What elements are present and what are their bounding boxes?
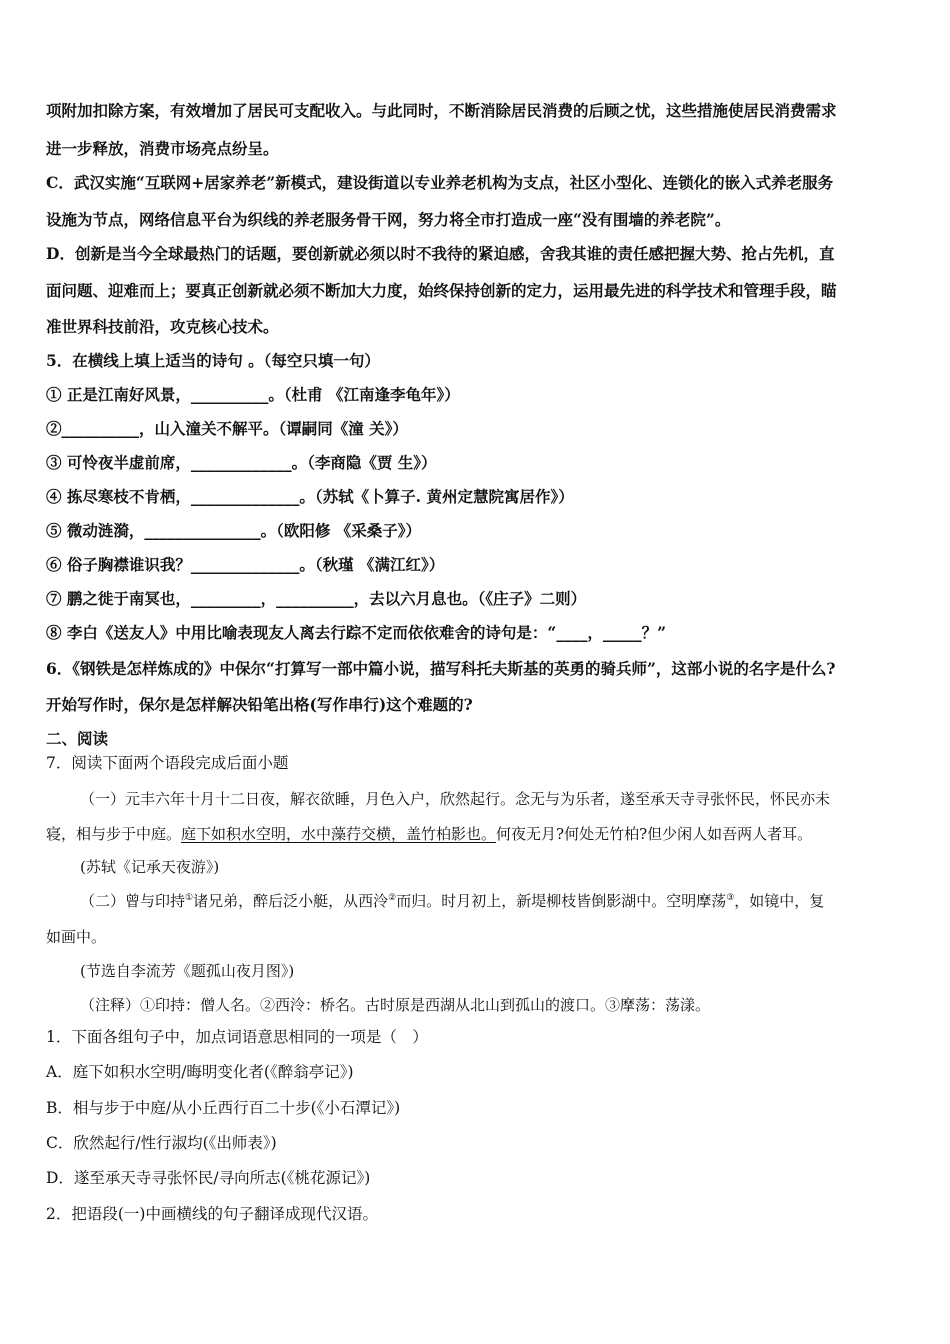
option-c: C．欣然起行/性行淑均(《出师表》) [46, 1134, 277, 1152]
poem-blank-7: ⑦ 鹏之徙于南冥也，_________，__________，去以六月息也。（《庄子》二则） [46, 589, 587, 608]
question-7-title: 7．阅读下面两个语段完成后面小题 [46, 754, 289, 772]
subquestion-1: 1．下面各组句子中，加点词语意思相同的一项是（ ） [46, 1028, 428, 1046]
paragraph-line: 设施为节点，网络信息平台为织线的养老服务骨干网，努力将全市打造成一座“没有围墙的养老院”。 [46, 210, 731, 229]
annotation-note: （注释）①印持：僧人名。②西泠：桥名。古时原是西湖从北山到孤山的渡口。③摩荡：荡漾。 [80, 996, 711, 1014]
source-citation: (苏轼《记承天夜游》) [80, 858, 220, 876]
footnote-mark: ① [185, 893, 194, 903]
question-5-title: 5．在横线上填上适当的诗句 。（每空只填一句） [46, 351, 380, 370]
poem-blank-5: ⑤ 微动涟漪，_______________。（欧阳修 《采桑子》） [46, 521, 422, 540]
option-c-line: C．武汉实施“互联网+居家养老”新模式，建设街道以专业养老机构为支点，社区小型化、连锁化的嵌入式养老服务 [46, 173, 834, 192]
paragraph-line: 面问题、迎难而上；要真正创新就必须不断加大力度，始终保持创新的定力，运用最先进的科学技术和管理手段，瞄 [46, 281, 837, 300]
poem-blank-6: ⑥ 俗子胸襟谁识我？______________。（秋瑾 《满江红》） [46, 555, 445, 574]
poem-blank-3: ③ 可怜夜半虚前席，_____________。（李商隐《贾 生》） [46, 453, 437, 472]
question-6-line: 开始写作时，保尔是怎样解决铅笔出格(写作串行)这个难题的? [46, 695, 473, 714]
option-b: B．相与步于中庭/从小丘西行百二十步(《小石潭记》) [46, 1099, 401, 1117]
classical-text-line: 寝，相与步于中庭。庭下如积水空明，水中藻荇交横，盖竹柏影也。何夜无月?何处无竹柏?但少闲人如吾两人者耳。 [46, 825, 813, 843]
subquestion-2: 2．把语段(一)中画横线的句子翻译成现代汉语。 [46, 1205, 378, 1223]
poem-blank-8: ⑧ 李白《送友人》中用比喻表现友人离去行踪不定而依依难舍的诗句是：“____，_____？” [46, 623, 666, 642]
source-citation: (节选自李流芳《题孤山夜月图》) [80, 962, 295, 980]
poem-blank-1: ① 正是江南好风景，__________。（杜甫 《江南逢李龟年》） [46, 385, 460, 404]
option-d-line: D．创新是当今全球最热门的话题，要创新就必须以时不我待的紧迫感，舍我其谁的责任感把握大势、抢占先机，直 [46, 244, 835, 263]
classical-text-line: （二）曾与印持①诸兄弟，醉后泛小艇，从西泠②而归。时月初上，新堤柳枝皆倒影湖中。空明摩荡③，如镜中，复 [80, 892, 825, 910]
option-a: A．庭下如积水空明/晦明变化者(《醉翁亭记》) [46, 1063, 354, 1081]
paragraph-line: 项附加扣除方案，有效增加了居民可支配收入。与此同时，不断消除居民消费的后顾之忧，这些措施使居民消费需求 [46, 101, 837, 120]
classical-text-line: （一）元丰六年十月十二日夜，解衣欲睡，月色入户，欣然起行。念无与为乐者，遂至承天寺寻张怀民，怀民亦未 [80, 790, 831, 808]
option-d: D．遂至承天寺寻张怀民/寻向所志(《桃花源记》) [46, 1169, 371, 1187]
poem-blank-4: ④ 拣尽寒枝不肯栖，______________。（苏轼《卜算子. 黄州定慧院寓居作》） [46, 487, 574, 506]
classical-text-line: 如画中。 [46, 928, 107, 946]
question-6-line: 6．《钢铁是怎样炼成的》中保尔“打算写一部中篇小说，描写科托夫斯基的英勇的骑兵师”，这部小说的名字是什么? [46, 659, 836, 678]
paragraph-line: 进一步释放，消费市场亮点纷呈。 [46, 139, 279, 158]
paragraph-line: 准世界科技前沿，攻克核心技术。 [46, 317, 279, 336]
poem-blank-2: ②__________，山入潼关不解平。（谭嗣同《潼 关》） [46, 419, 408, 438]
footnote-mark: ② [388, 893, 397, 903]
underlined-sentence: 庭下如积水空明，水中藻荇交横，盖竹柏影也。 [181, 825, 497, 843]
section-heading: 二、阅读 [46, 729, 109, 748]
footnote-mark: ③ [726, 893, 735, 903]
